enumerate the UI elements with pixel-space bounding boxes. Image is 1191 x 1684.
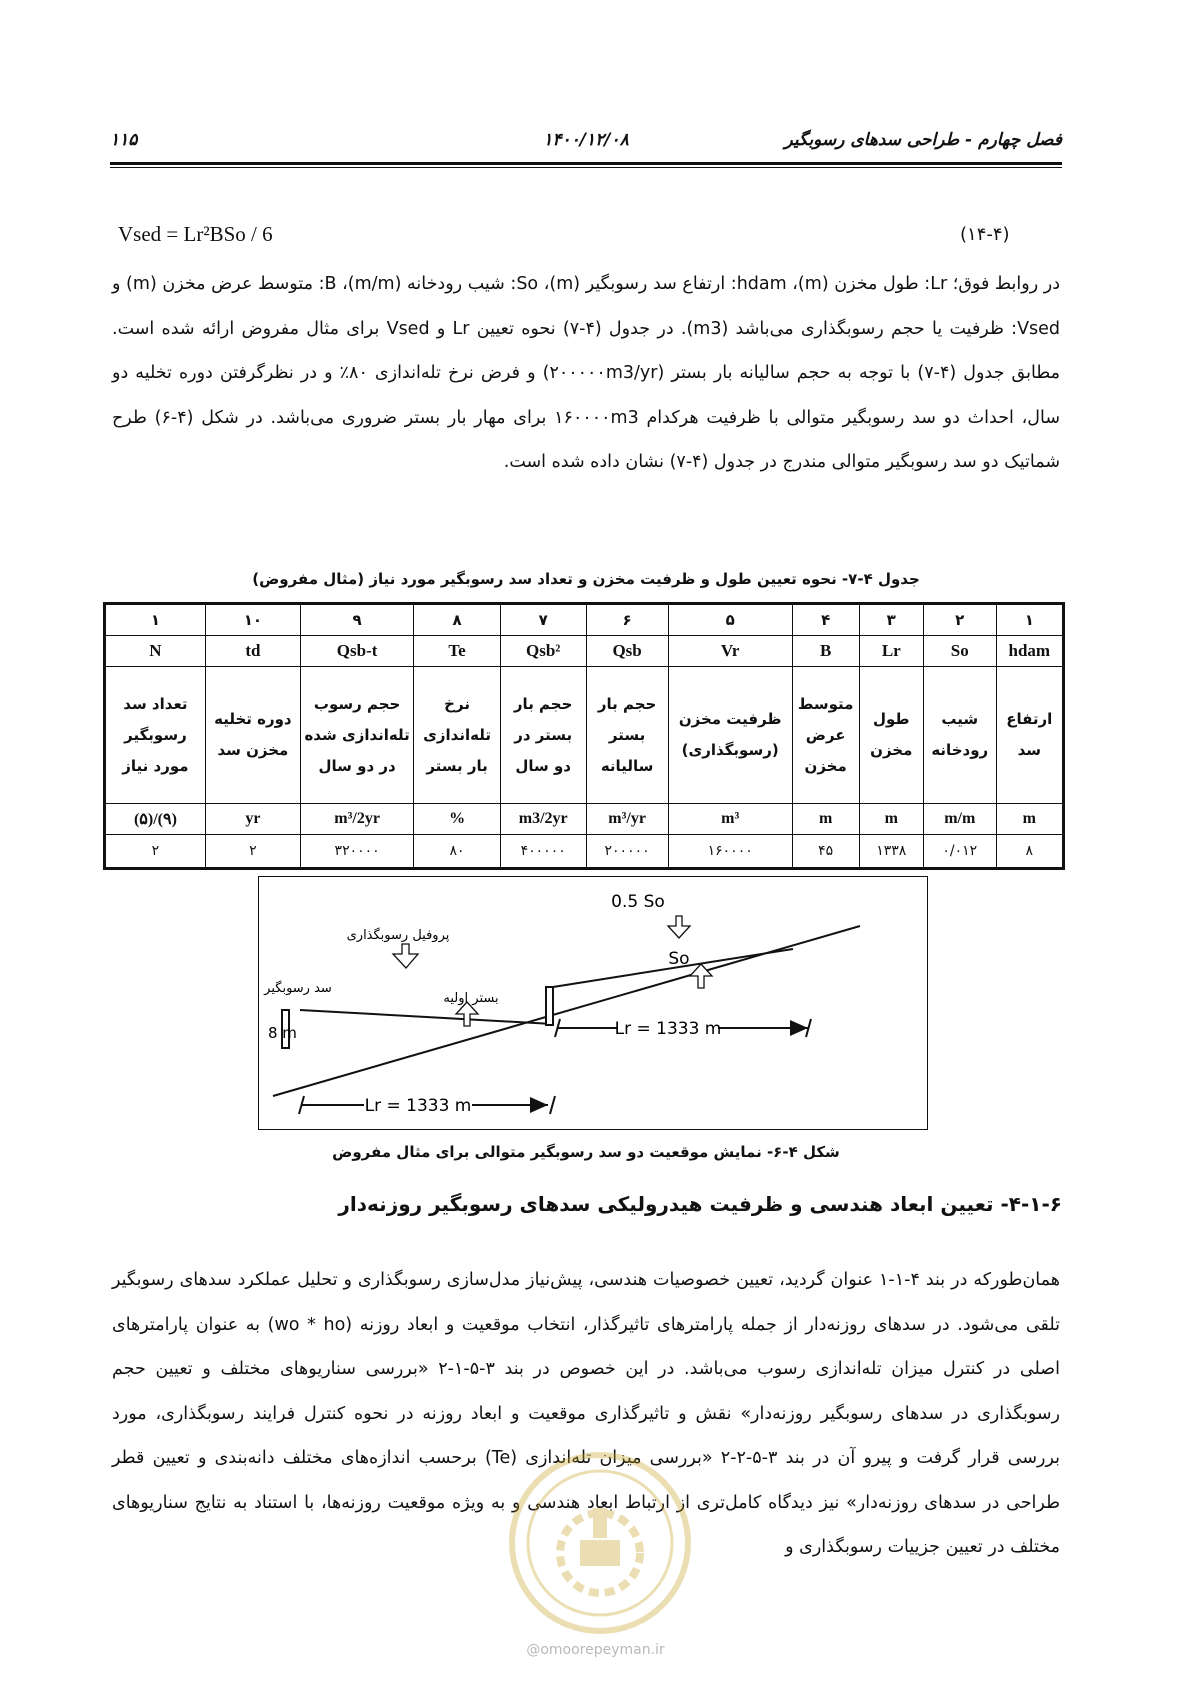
table-cell-unit: m	[996, 804, 1063, 835]
table-cell-sym: td	[205, 636, 300, 667]
table-cell-desc: طول مخزن	[859, 667, 923, 804]
sediment-profile-lower	[300, 1010, 553, 1024]
page-header	[110, 130, 1062, 160]
schematic-figure	[258, 876, 928, 1130]
figure-caption: شکل ۴-۶- نمایش موقعیت دو سد رسوبگیر متوالی برای مثال مفروض	[332, 1143, 840, 1161]
table-cell-desc: ظرفیت مخزن (رسوبگذاری)	[668, 667, 792, 804]
table-cell-desc: تعداد سد رسوبگیر مورد نیاز	[105, 667, 206, 804]
table-cell-sym: Te	[414, 636, 501, 667]
table-cell-num: ۳	[859, 604, 923, 636]
page-number: ۱۱۵	[110, 130, 138, 150]
table-cell-desc: حجم رسوب تله‌اندازی شده در دو سال	[300, 667, 413, 804]
header-rule-thin	[110, 167, 1062, 168]
reservoir-table	[103, 602, 1065, 870]
table-cell-num: ۱۰	[205, 604, 300, 636]
length-label-lower: Lr = 1333 m	[364, 1096, 472, 1116]
table-cell-value: ۸۰	[414, 835, 501, 869]
table-cell-sym: Qsb	[586, 636, 668, 667]
table-cell-unit: m3/2yr	[500, 804, 586, 835]
table-cell-desc: شیب رودخانه	[923, 667, 996, 804]
equation-number: (۱۴-۴)	[960, 224, 1010, 245]
table-cell-unit: (۹)/(۵)	[105, 804, 206, 835]
header-date: ۱۴۰۰/۱۲/۰۸	[543, 130, 629, 150]
bed-label: بستر اولیه	[443, 991, 499, 1006]
table-cell-sym: Vr	[668, 636, 792, 667]
table-cell-desc: حجم بار بستر سالیانه	[586, 667, 668, 804]
table-cell-unit: m³/yr	[586, 804, 668, 835]
length-label-upper: Lr = 1333 m	[614, 1019, 722, 1039]
table-cell-unit: m/m	[923, 804, 996, 835]
table-cell-num: ۴	[792, 604, 859, 636]
table-cell-num: ۱	[105, 604, 206, 636]
watermark-seal	[505, 1448, 695, 1648]
table-cell-value: ۴۰۰۰۰۰	[500, 835, 586, 869]
table-cell-num: ۶	[586, 604, 668, 636]
table-cell-unit: m³/2yr	[300, 804, 413, 835]
dam-label: سد رسوبگیر	[264, 981, 332, 996]
table-cell-value: ۲	[205, 835, 300, 869]
table-cell-unit: m³	[668, 804, 792, 835]
chapter-title: فصل چهارم - طراحی سدهای رسوبگیر	[784, 130, 1062, 150]
dam-schematic-svg	[258, 876, 928, 1130]
table-cell-unit: yr	[205, 804, 300, 835]
table-cell-value: ۳۲۰۰۰۰	[300, 835, 413, 869]
table-cell-desc: ارتفاع سد	[996, 667, 1063, 804]
half-slope-label: 0.5 So	[611, 892, 665, 912]
tick-mark	[550, 1096, 555, 1114]
table-cell-desc: نرخ تله‌اندازی بار بستر	[414, 667, 501, 804]
section-heading: ۴-۱-۶- تعیین ابعاد هندسی و ظرفیت هیدرولیکی سدهای رسوبگیر روزنه‌دار	[338, 1192, 1062, 1216]
slope-arrow-icon	[690, 964, 712, 988]
table-cell-unit: %	[414, 804, 501, 835]
table-cell-value: ۱۳۳۸	[859, 835, 923, 869]
table-row-units	[105, 804, 1064, 835]
table-cell-num: ۵	[668, 604, 792, 636]
height-label: 8 m	[268, 1024, 297, 1042]
table-cell-num: ۹	[300, 604, 413, 636]
table-row-values	[105, 835, 1064, 869]
half-slope-arrow-icon	[668, 916, 690, 938]
table-cell-value: ۲۰۰۰۰۰	[586, 835, 668, 869]
table-cell-sym: Qsb²	[500, 636, 586, 667]
table-cell-value: ۰/۰۱۲	[923, 835, 996, 869]
table-cell-unit: m	[859, 804, 923, 835]
table-cell-desc: حجم بار بستر در دو سال	[500, 667, 586, 804]
table-cell-sym: B	[792, 636, 859, 667]
paragraph-orifice-dams: همان‌طورکه در بند ۴-۱-۱ عنوان گردید، تعیین خصوصیات هندسی، پیش‌نیاز مدل‌سازی رسوبگذاری و تحلیل عملکرد سدهای رسوبگیر تلقی می‌شود. در سدهای روزنه‌دار از جمله پارامترهای تاثیرگذار، انتخاب موقعیت و ابعاد روزنه (wo * ho) به عنوان پارامترهای اصلی در کنترل میزان تله‌اندازی رسوب می‌باشد. در این خصوص در بند ۳-۵-۱-۲ «بررسی سناریوهای مختلف و تعیین حجم رسوبگذاری در سدهای رسوبگیر روزنه‌دار» نقش و تاثیرگذاری موقعیت و ابعاد روزنه در نحوه کنترل فرایند رسوبگذاری، مورد بررسی قرار گرفت و پیرو آن در بند ۳-۵-۲-۲ «بررسی میزان تله‌اندازی (Te) برحسب اندازه‌های مختلف دانه‌بندی و تعیین قطر طراحی در سدهای روزنه‌دار» نیز دیدگاه کامل‌تری از ارتباط ابعاد هندسی و به ویژه موقعیت روزنه‌ها، با استناد به نتایج سناریوهای مختلف در تعیین جزییات رسوبگذاری و	[112, 1270, 1060, 1557]
table-cell-sym: So	[923, 636, 996, 667]
watermark-url: @omoorepeyman.ir	[526, 1642, 665, 1658]
paragraph-definitions: در روابط فوق؛ Lr: طول مخزن (m)، hdam: ارتفاع سد رسوبگیر (m)، So: شیب رودخانه (m/m)، B: متوسط عرض مخزن (m) و Vsed: ظرفیت یا حجم رسوبگذاری می‌باشد (m3). در جدول (۴-۷) نحوه تعیین Lr و Vsed برای مثال مفروض ارائه شده است. مطابق جدول (۴-۷) با توجه به حجم سالیانه بار بستر (۲۰۰۰۰۰m3/yr) و فرض نرخ تله‌اندازی ۸۰٪ و در نظرگرفتن دوره تخلیه دو سال، احداث دو سد رسوبگیر متوالی با ظرفیت هرکدام ۱۶۰۰۰۰m3 برای مهار بار بستر ضروری می‌باشد. در شکل (۴-۶) طرح شماتیک دو سد رسوبگیر متوالی مندرج در جدول (۴-۷) نشان داده شده است.	[112, 274, 1061, 472]
table-cell-num: ۲	[923, 604, 996, 636]
table-cell-value: ۱۶۰۰۰۰	[668, 835, 792, 869]
table-cell-unit: m	[792, 804, 859, 835]
table-cell-num: ۸	[414, 604, 501, 636]
table-row-numbers	[105, 604, 1064, 636]
table-cell-sym: Qsb-t	[300, 636, 413, 667]
table-cell-value: ۲	[105, 835, 206, 869]
table-row-symbols	[105, 636, 1064, 667]
table-cell-value: ۴۵	[792, 835, 859, 869]
table-cell-num: ۱	[996, 604, 1063, 636]
table-cell-value: ۸	[996, 835, 1063, 869]
table-row-descriptions	[105, 667, 1064, 804]
dam-upper	[546, 987, 553, 1025]
profile-label: پروفیل رسوبگذاری	[346, 928, 450, 943]
equation: Vsed = Lr²BSo / 6	[118, 222, 273, 246]
slope-label: So	[668, 949, 690, 969]
table-cell-sym: hdam	[996, 636, 1063, 667]
table-cell-desc: دوره تخلیه مخزن سد	[205, 667, 300, 804]
table-cell-desc: متوسط عرض مخزن	[792, 667, 859, 804]
profile-arrow-icon	[393, 944, 418, 968]
header-rule	[110, 162, 1062, 165]
table-cell-num: ۷	[500, 604, 586, 636]
table-caption: جدول ۴-۷- نحوه تعیین طول و ظرفیت مخزن و تعداد سد رسوبگیر مورد نیاز (مثال مفروض)	[252, 570, 920, 588]
table-cell-sym: N	[105, 636, 206, 667]
table-cell-sym: Lr	[859, 636, 923, 667]
